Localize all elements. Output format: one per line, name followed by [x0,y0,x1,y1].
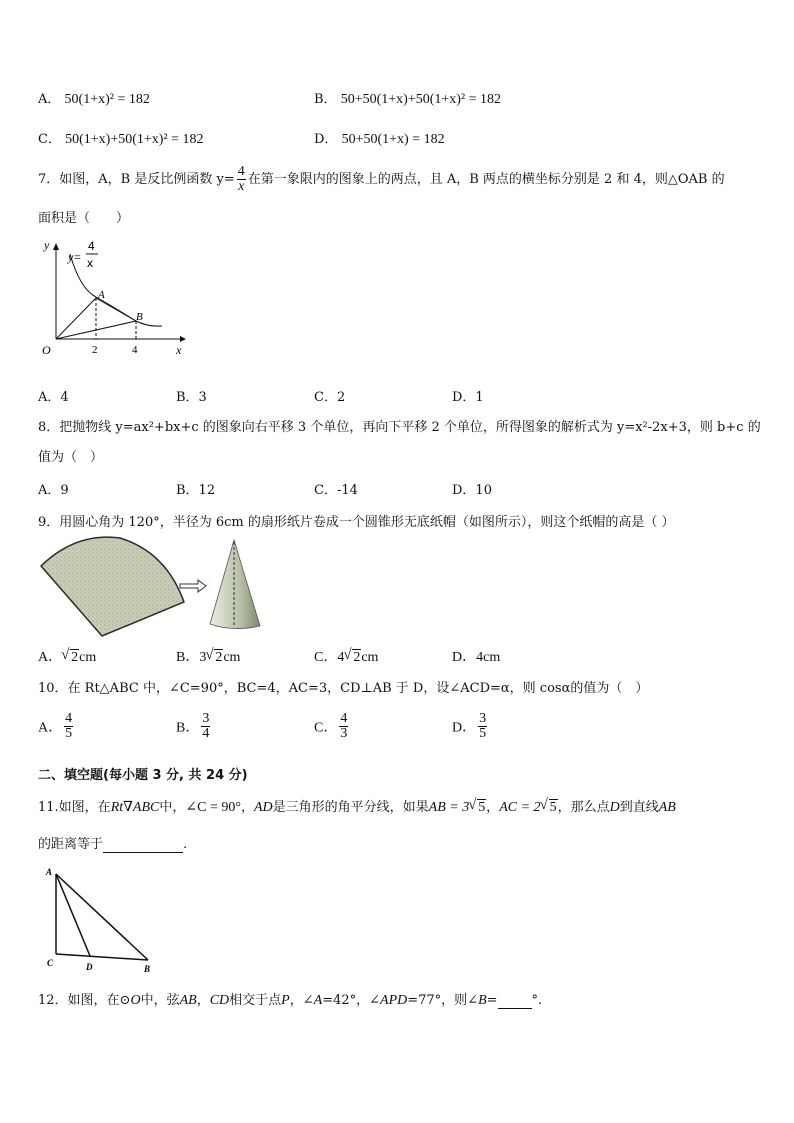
q6-option-a-expr: 50(1+x)² = 182 [64,92,150,107]
q11-t4: 是三角形的角平分线，如果 [272,800,429,815]
q11-d: D [609,800,620,815]
q7-option-c: C．2 [314,390,346,405]
sqrt-sign-icon: √ [468,797,477,813]
q11-side-cb [56,954,148,960]
q11-label-d: D [86,962,93,972]
q6-option-a-label: A． [38,92,61,107]
sqrt-sign-icon: √ [205,647,214,663]
q7-text-a: 7．如图，A，B 是反比例函数 y= [38,172,235,187]
q7-x-arrow-icon [180,336,186,342]
q10-option-c-den: 3 [340,726,348,741]
q12-p: P [281,993,290,1008]
q10-option-a-num: 4 [65,711,73,726]
q6-option-a [38,88,150,108]
q6-option-c [38,128,204,148]
q7-figure [30,234,195,364]
q12-apd: APD [380,993,408,1008]
q11-stem-line2 [38,833,187,853]
q8-option-c: C．-14 [314,483,358,498]
q7-tick-4-label: 4 [132,344,138,356]
q12-t2: 中，弦 [140,993,180,1008]
q11-ab2: AB [658,800,676,815]
q7-option-b: B．3 [176,390,207,405]
q9-option-a-sqrt [61,647,79,666]
q9-option-d-label: D． [452,650,477,665]
q11-answer-blank[interactable] [103,837,183,853]
q9-option-c-rad: 2 [353,650,361,665]
q7-tick-2-label: 2 [92,344,98,356]
q9-option-c-sqrt [343,647,361,666]
q7-frac-num: 4 [237,164,245,179]
q6-option-c-expr: 50(1+x)+50(1+x)² = 182 [65,132,204,147]
q8-stem-line2: 值为（ ） [38,450,104,465]
sqrt-sign-icon: √ [61,647,70,663]
q9-option-b-sqrt [205,647,223,666]
q11-t7: 到直线 [619,800,659,815]
q12-t6: =42°，∠ [322,993,381,1008]
q12-t1: 12．如图，在⊙ [38,993,131,1008]
q7-x-label: x [176,343,182,357]
q10-option-d-den: 5 [479,726,487,741]
q12-stem-line1 [38,989,542,1009]
q12-ab: AB [179,993,197,1008]
q9-cone-hat [210,540,260,629]
q12-end: °. [531,993,543,1008]
section-heading-fill-in: 二、填空题(每小题 3 分, 共 24 分) [38,768,248,783]
q8-stem-line1: 8．把抛物线 y=ax²+bx+c 的图象向右平移 3 个单位，再向下平移 2 个单位，所得图象的解析式为 y=x²-2x+3，则 b+c 的 [38,420,761,435]
q10-stem-line1: 10．在 Rt△ABC 中，∠C=90°，BC=4，AC=3，CD⊥AB 于 D，设∠ACD=α，则 cosα的值为（ ） [38,681,649,696]
q11-t6: ，那么点 [557,800,610,815]
q10-option-b [176,712,212,741]
q12-t5: ，∠ [289,993,314,1008]
q11-ab-rad: 5 [478,800,486,815]
q11-label-b: B [144,964,151,974]
q11-line2-text: 的距离等于 [38,837,104,852]
q11-bisector-ad [56,874,90,956]
q11-t2: 中， [159,800,186,815]
q10-option-b-num: 3 [202,711,210,726]
q7-curve-num: 4 [88,239,95,253]
q9-option-d [452,646,500,666]
q11-side-ab [56,874,148,960]
q7-option-a: A．4 [38,390,69,405]
q11-t1: 11.如图，在 [38,800,111,815]
q10-option-a-den: 5 [65,726,73,741]
q10-option-b-fraction [201,712,210,741]
q7-segment-ab [96,298,136,321]
q11-ac-sqrt [539,797,558,816]
q9-stem-line1: 9．用圆心角为 120°，半径为 6cm 的扇形纸片卷成一个圆锥形无底纸帽（如图所示），则这个纸帽的高是（ ） [38,515,675,530]
q11-ac: AC = 2 [499,800,541,815]
q7-y-label: y [44,238,50,252]
q6-option-b-label: B． [314,92,337,107]
q6-option-b [314,88,501,108]
q12-o: O [130,993,141,1008]
sqrt-sign-icon: √ [539,797,548,813]
q12-a: A [313,993,323,1008]
q12-t3: ， [196,993,210,1008]
q9-option-c-coef: 4 [337,650,345,665]
q7-hyperbola [70,254,162,326]
q10-option-c-label: C． [314,720,338,736]
q6-option-b-expr: 50+50(1+x)+50(1+x)² = 182 [340,92,502,107]
q8-option-a: A．9 [38,483,69,498]
q9-sector-paper [41,537,184,636]
q10-option-d-num: 3 [479,711,487,726]
q10-option-a-fraction [64,712,73,741]
q8-option-b: B．12 [176,483,216,498]
q11-ac-rad: 5 [549,800,557,815]
q10-option-d [452,712,489,741]
q11-t3: ， [240,800,254,815]
q11-stem-line1 [38,796,676,816]
q7-stem-line1 [38,165,725,194]
q11-ad: AD [253,800,273,815]
q8-option-d: D．10 [452,483,492,498]
q11-figure [40,866,160,978]
q9-option-c-label: C． [314,650,338,665]
q12-cd: CD [209,993,230,1008]
q7-point-a-label: A [98,289,105,301]
sqrt-sign-icon: √ [343,647,352,663]
q9-option-c [314,646,378,666]
q9-option-b-rad: 2 [215,650,223,665]
q12-t4: 相交于点 [229,993,282,1008]
q9-arrow-icon [180,580,206,592]
q11-label-a: A [46,867,53,877]
q7-frac-den: x [238,179,245,194]
q10-option-a [38,712,75,741]
q11-t5: ， [486,800,500,815]
q9-option-c-unit: cm [361,650,379,665]
q11-triangle: Rt∇ABC [110,800,160,815]
q9-option-d-text: 4cm [476,650,501,665]
q6-option-d-label: D． [314,132,338,147]
q11-ab-sqrt [468,797,486,816]
q12-answer-blank[interactable] [498,993,532,1009]
q12-b: B [478,993,487,1008]
q9-option-a-rad: 2 [71,650,79,665]
q7-curve-den: x [87,256,93,270]
q10-option-c-num: 4 [340,711,348,726]
q6-option-d-expr: 50+50(1+x) = 182 [341,132,445,147]
q6-option-c-label: C． [38,132,61,147]
q11-label-c: C [47,958,54,968]
q6-option-d [314,128,445,148]
q10-option-b-den: 4 [202,726,210,741]
q10-option-c-fraction [339,712,348,741]
q7-origin-label: O [42,343,51,357]
q7-fraction [237,165,246,194]
q7-text-b: 在第一象限内的图象上的两点，且 A，B 两点的横坐标分别是 2 和 4，则△OAB 的 [247,172,725,187]
q9-option-b-unit: cm [223,650,241,665]
q7-point-b-label: B [136,311,143,323]
q11-ab: AB = 3 [428,800,470,815]
q9-option-a-unit: cm [79,650,97,665]
q7-stem-line2: 面积是（ ） [38,211,130,226]
q7-segment-oa [56,298,96,339]
q12-t7: =77°，则∠ [407,993,479,1008]
q9-option-a-label: A． [38,650,63,665]
q7-y-arrow-icon [53,243,59,250]
q9-option-b-label: B． [176,650,200,665]
q10-option-d-fraction [478,712,487,741]
q9-figure [36,536,276,640]
q12-t8: = [486,993,498,1008]
q9-option-b-coef: 3 [199,650,207,665]
q7-curve-label-prefix: y= [68,250,82,264]
q10-option-a-label: A． [38,720,63,736]
q10-option-d-label: D． [452,720,477,736]
q10-option-c [314,712,350,741]
q10-option-b-label: B． [176,720,200,736]
q7-option-d: D．1 [452,390,484,405]
q11-angle: ∠C = 90° [185,800,241,815]
q9-option-b [176,646,240,666]
q9-option-a [38,646,96,666]
q11-end: . [183,837,188,852]
